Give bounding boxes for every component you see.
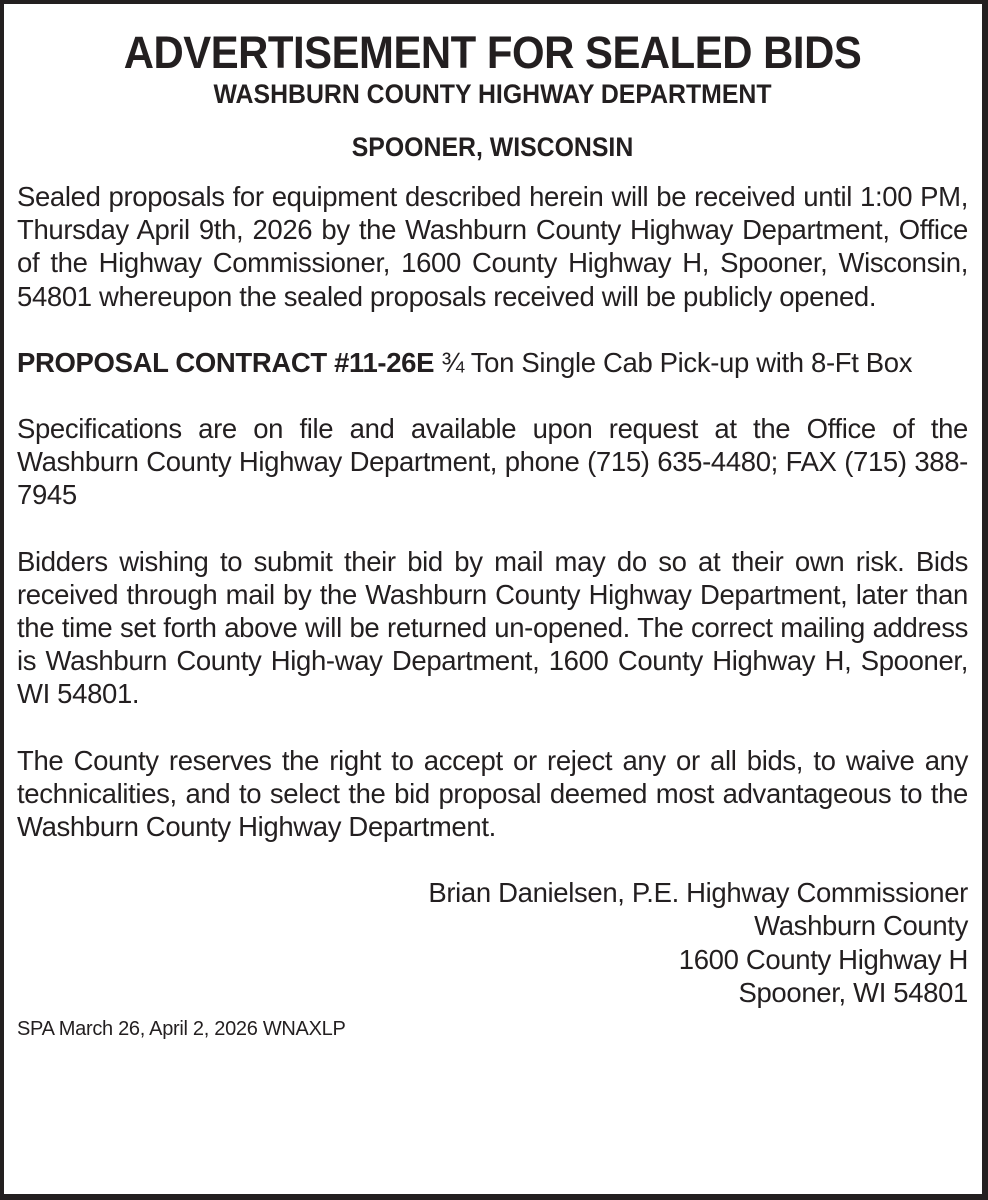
receipt-paragraph: Sealed proposals for equipment described herein will be received until 1:00 PM, Thursday April 9th, 2026 by the Washburn County Highway Department, Office of the Highway Commissioner, 1600 County Highway H, Spooner, Wisconsin, 54801 whereupon the sealed proposals received will be publicly opened.: [17, 181, 968, 312]
contract-label: PROPOSAL CONTRACT #11-26E: [17, 346, 435, 378]
signer-organization: Washburn County: [754, 910, 968, 942]
notice-title: ADVERTISEMENT FOR SEALED BIDS: [123, 27, 862, 78]
notice-location: SPOONER, WISCONSIN: [351, 132, 634, 162]
signer-street: 1600 County Highway H: [678, 943, 968, 975]
contract-description: ¾ Ton Single Cab Pick-up with 8-Ft Box: [434, 346, 913, 378]
specifications-paragraph: Specifications are on file and available upon request at the Office of the Washburn County Highway Department, phone (715) 635-4480; FAX (715) 388-7945: [17, 413, 968, 511]
notice-subtitle: WASHBURN COUNTY HIGHWAY DEPARTMENT: [213, 79, 772, 109]
contract-paragraph: [17, 346, 968, 379]
mail-bids-paragraph: Bidders wishing to submit their bid by mail may do so at their own risk. Bids received through mail by the Washburn County Highway Department, later than the time set forth above will be returned un-opened. The correct mailing address is Washburn County High-way Department, 1600 County Highway H, Spooner, WI 54801.: [17, 545, 968, 710]
rights-paragraph: The County reserves the right to accept or reject any or all bids, to waive any technicalities, and to select the bid proposal deemed most advantageous to the Washburn County Highway Department.: [17, 744, 968, 843]
signer-city-state-zip: Spooner, WI 54801: [738, 976, 968, 1008]
signer-name-title: Brian Danielsen, P.E. Highway Commissioner: [428, 877, 968, 909]
notice-content: [17, 4, 968, 1041]
signature-block: [17, 876, 968, 1009]
publication-line: SPA March 26, April 2, 2026 WNAXLP: [17, 1018, 346, 1041]
